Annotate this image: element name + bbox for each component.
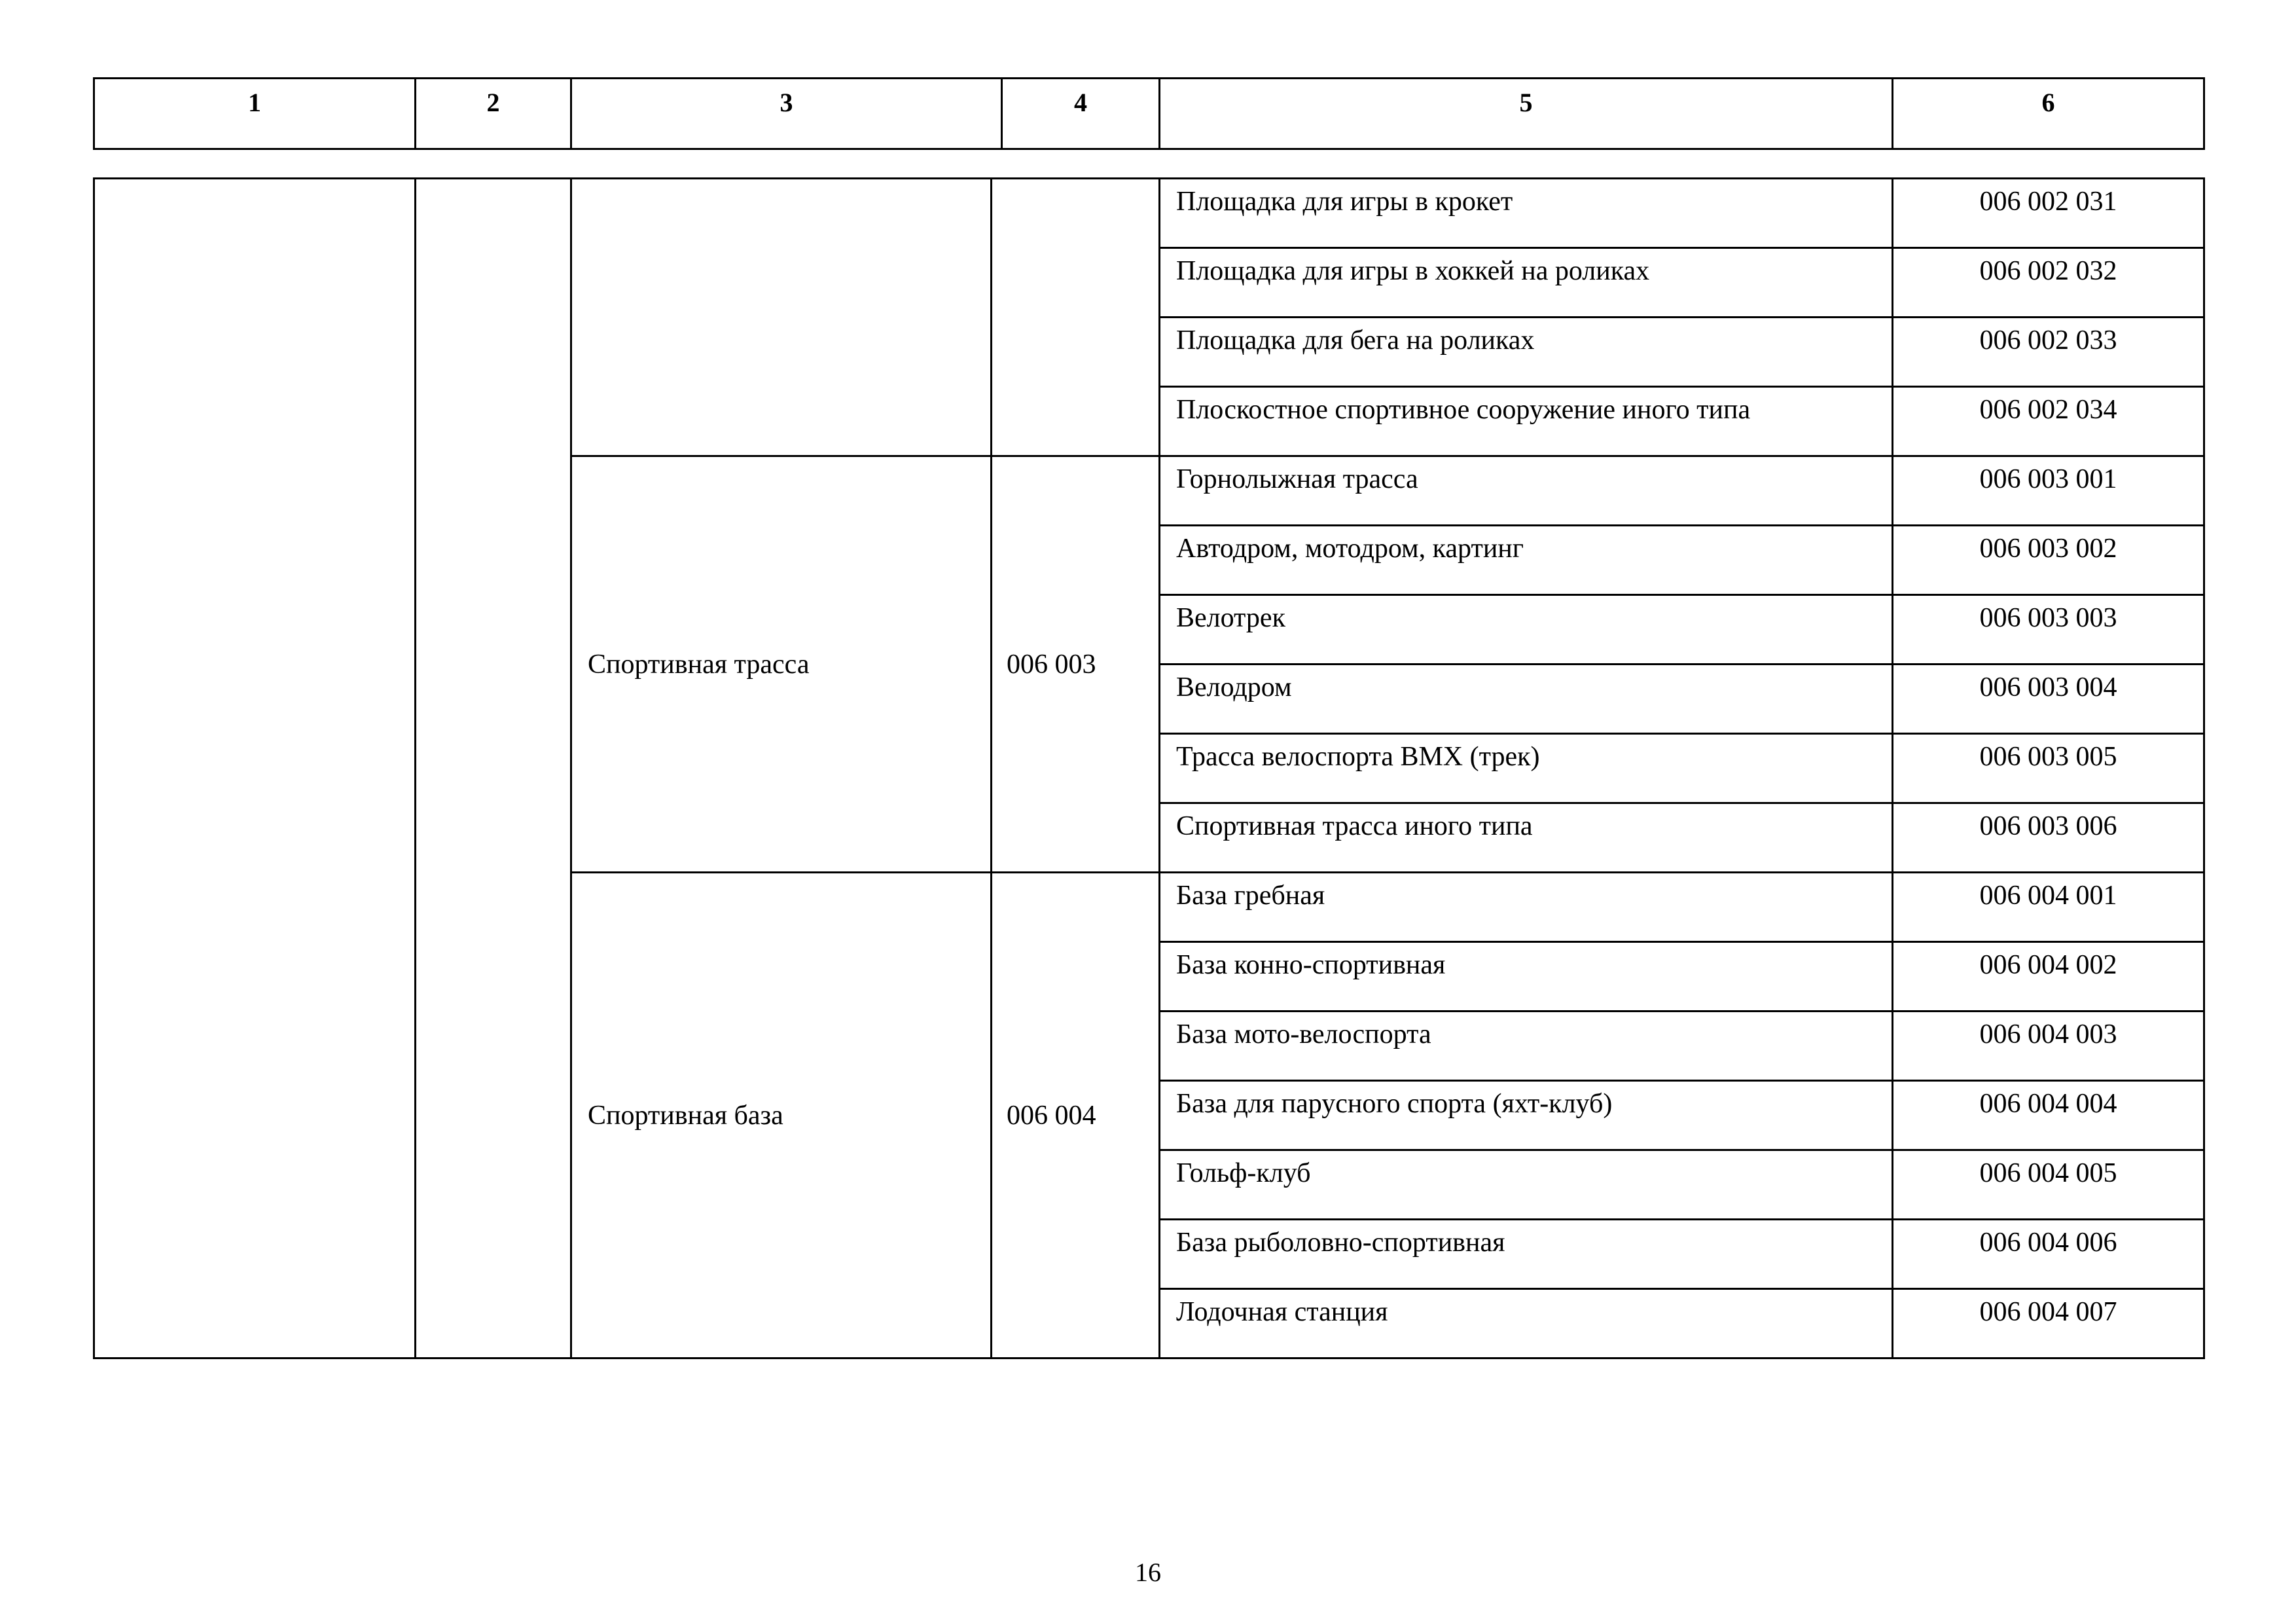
item-name-cell: База для парусного спорта (яхт-клуб) [1160, 1081, 1893, 1150]
item-code-cell: 006 004 004 [1893, 1081, 2204, 1150]
column-number-2: 2 [416, 79, 571, 149]
item-code-cell: 006 002 033 [1893, 318, 2204, 387]
item-code-cell: 006 003 006 [1893, 803, 2204, 873]
item-name-cell: Велотрек [1160, 595, 1893, 665]
item-name-cell: Автодром, мотодром, картинг [1160, 526, 1893, 595]
item-name-cell: Лодочная станция [1160, 1289, 1893, 1359]
page-number: 16 [1135, 1558, 1161, 1587]
item-name-cell: Трасса велоспорта BMX (трек) [1160, 734, 1893, 803]
item-code-cell: 006 004 005 [1893, 1150, 2204, 1220]
item-code-cell: 006 004 007 [1893, 1289, 2204, 1359]
item-code-cell: 006 004 006 [1893, 1220, 2204, 1289]
group-code-cell [992, 179, 1160, 456]
column-number-4: 4 [1002, 79, 1160, 149]
item-name-cell: Плоскостное спортивное сооружение иного типа [1160, 387, 1893, 456]
item-code-cell: 006 003 003 [1893, 595, 2204, 665]
item-name-cell: Площадка для игры в хоккей на роликах [1160, 248, 1893, 318]
group-code-cell: 006 003 [992, 456, 1160, 873]
item-code-cell: 006 002 032 [1893, 248, 2204, 318]
item-code-cell: 006 004 003 [1893, 1012, 2204, 1081]
item-name-cell: Велодром [1160, 665, 1893, 734]
item-name-cell: База мото-велоспорта [1160, 1012, 1893, 1081]
group-name-cell [571, 179, 992, 456]
item-name-cell: База рыболовно-спортивная [1160, 1220, 1893, 1289]
column-number-6: 6 [1893, 79, 2204, 149]
item-name-cell: Горнолыжная трасса [1160, 456, 1893, 526]
item-code-cell: 006 003 005 [1893, 734, 2204, 803]
column-number-5: 5 [1160, 79, 1893, 149]
item-code-cell: 006 004 002 [1893, 942, 2204, 1012]
group-name-cell: Спортивная трасса [571, 456, 992, 873]
item-name-cell: Площадка для игры в крокет [1160, 179, 1893, 248]
item-code-cell: 006 004 001 [1893, 873, 2204, 942]
column-number-3: 3 [571, 79, 1002, 149]
table-row [94, 179, 2204, 248]
item-code-cell: 006 002 031 [1893, 179, 2204, 248]
item-name-cell: База конно-спортивная [1160, 942, 1893, 1012]
group-code-cell: 006 004 [992, 873, 1160, 1359]
item-code-cell: 006 003 002 [1893, 526, 2204, 595]
column-2-cell [416, 179, 571, 1359]
item-name-cell: Спортивная трасса иного типа [1160, 803, 1893, 873]
item-code-cell: 006 003 004 [1893, 665, 2204, 734]
item-name-cell: Площадка для бега на роликах [1160, 318, 1893, 387]
column-1-cell [94, 179, 416, 1359]
item-code-cell: 006 002 034 [1893, 387, 2204, 456]
column-number-1: 1 [94, 79, 416, 149]
item-code-cell: 006 003 001 [1893, 456, 2204, 526]
column-number-header-table [93, 77, 2205, 150]
item-name-cell: База гребная [1160, 873, 1893, 942]
column-number-row [94, 79, 2204, 149]
classifier-table [93, 177, 2205, 1359]
item-name-cell: Гольф-клуб [1160, 1150, 1893, 1220]
group-name-cell: Спортивная база [571, 873, 992, 1359]
